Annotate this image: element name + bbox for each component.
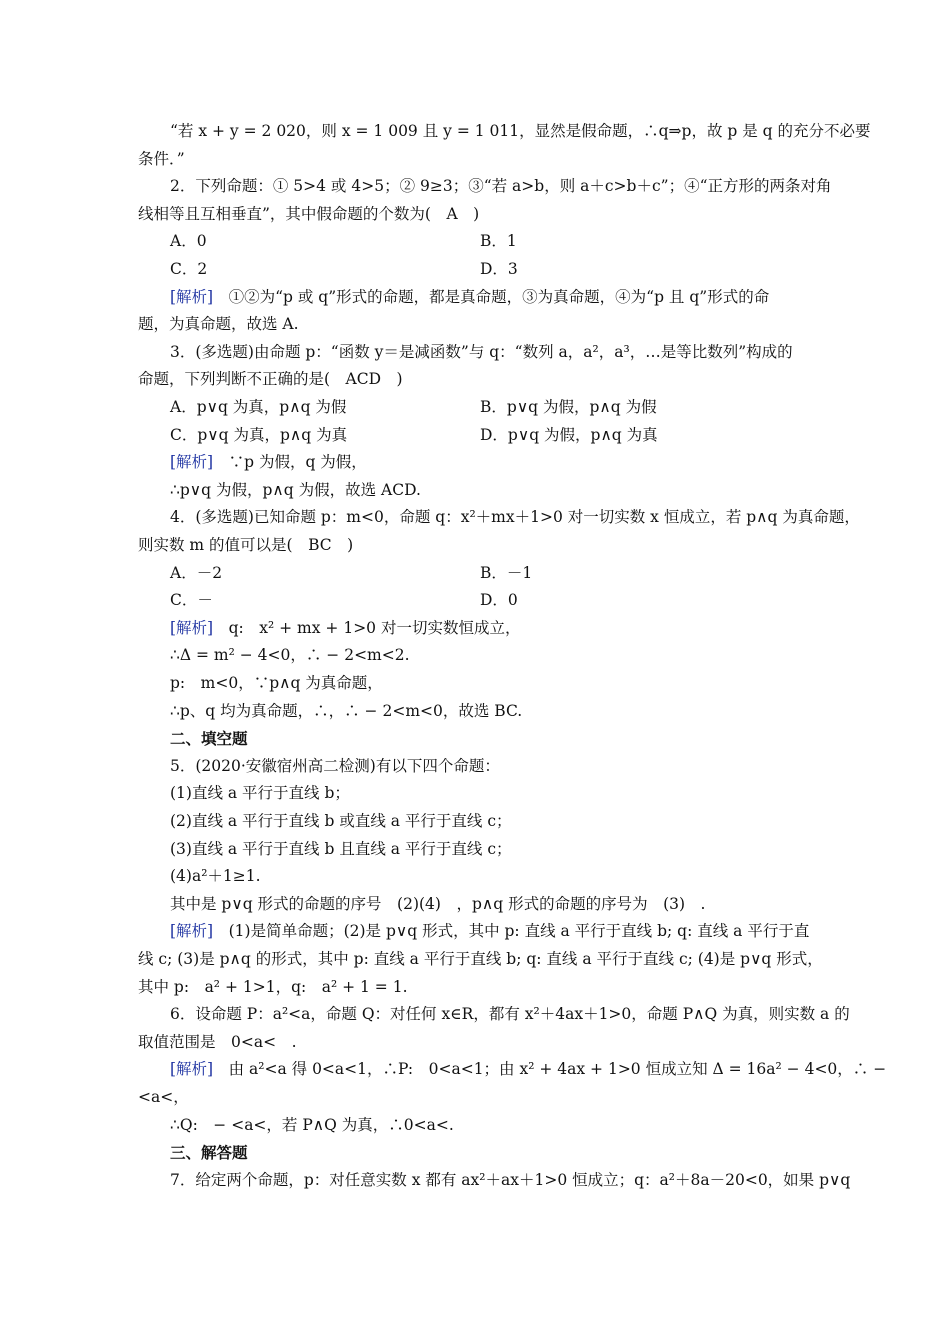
text-line <box>170 1001 850 1029</box>
text-line <box>138 946 823 974</box>
option-right: B．1 <box>480 232 517 251</box>
line-text: q: x² + mx + 1>0 对一切实数恒成立， <box>213 618 521 637</box>
text-line <box>170 587 818 615</box>
line-text: C．2 <box>170 260 208 278</box>
text-line <box>138 366 818 394</box>
line-text: 5．(2020·安徽宿州高二检测)有以下四个命题： <box>170 756 500 775</box>
line-text: ①②为“p 或 q”形式的命题，都是真命题，③为真命题，④为“p 且 q”形式的命 <box>213 287 770 306</box>
text-line <box>170 477 818 505</box>
line-text: “若 x + y = 2 020，则 x = 1 009 且 y = 1 011，显然是假命题，∴q⇒p，故 p 是 q 的充分不必要 <box>170 122 871 140</box>
line-text: A．－2 <box>170 563 223 582</box>
option-right: D．p∨q 为假，p∧q 为真 <box>480 425 658 444</box>
text-line <box>170 118 871 146</box>
text-line <box>170 284 818 312</box>
line-text: A．0 <box>170 232 207 251</box>
line-text: 三、解答题 <box>170 1143 248 1163</box>
line-text: <a<， <box>138 1088 189 1106</box>
line-text: 题，为真命题，故选 A. <box>138 315 299 334</box>
line-text: 3．(多选题)由命题 p：“函数 y＝是减函数”与 q：“数列 a，a²，a³，…是等比数列”构成的 <box>170 342 793 361</box>
text-line <box>170 918 818 946</box>
text-line <box>170 670 818 698</box>
line-text: ∴Q: − <a<，若 P∧Q 为真，∴0<a<. <box>170 1115 454 1134</box>
text-line <box>170 560 818 588</box>
line-text: 2．下列命题：① 5>4 或 4>5；② 9≥3；③“若 a>b，则 a＋c>b＋c”；④“正方形的两条对角 <box>170 177 832 196</box>
line-text: 条件．” <box>138 149 185 168</box>
line-text: 线相等且互相垂直”，其中假命题的个数为( A ) <box>138 204 480 223</box>
line-text: 其中是 p∨q 形式的命题的序号 (2)(4) ，p∧q 形式的命题的序号为 (3) . <box>170 894 706 913</box>
line-text: p: m<0，∵p∧q 为真命题， <box>170 674 383 692</box>
analysis-tag: [解析] <box>170 453 214 472</box>
line-text: (1)直线 a 平行于直线 b； <box>170 784 350 803</box>
line-text: (2)直线 a 平行于直线 b 或直线 a 平行于直线 c； <box>170 812 512 830</box>
text-line <box>170 256 818 284</box>
line-text: 6．设命题 P：a²<a，命题 Q：对任何 x∈R，都有 x²＋4ax＋1>0，命题 P∧Q 为真，则实数 a 的 <box>170 1005 850 1024</box>
line-text: 二、填空题 <box>170 729 248 749</box>
text-line <box>170 863 818 891</box>
text-line <box>170 753 818 781</box>
line-text: ∵p 为假，q 为假， <box>213 453 367 472</box>
text-line <box>170 173 832 201</box>
text-line <box>170 808 818 836</box>
text-line <box>170 836 818 864</box>
line-text: A．p∨q 为真，p∧q 为假 <box>170 398 347 416</box>
text-line <box>170 780 818 808</box>
analysis-tag: [解析] <box>170 1060 214 1079</box>
text-line <box>138 201 818 229</box>
line-text: (3)直线 a 平行于直线 b 且直线 a 平行于直线 c； <box>170 839 512 858</box>
text-line <box>138 311 818 339</box>
option-right: D．0 <box>480 591 518 610</box>
analysis-tag: [解析] <box>170 618 214 637</box>
line-text: 7．给定两个命题，p：对任意实数 x 都有 ax²＋ax＋1>0 恒成立；q：a²＋8a－20<0，如果 p∨q <box>170 1170 851 1189</box>
text-line <box>138 1084 818 1112</box>
line-text: 取值范围是 0<a< . <box>138 1032 297 1051</box>
line-text: 线 c; (3)是 p∧q 的形式，其中 p: 直线 a 平行于直线 b; q: 直线 a 平行于直线 c; (4)是 p∨q 形式， <box>138 950 823 968</box>
text-line <box>138 146 818 174</box>
text-line <box>170 504 860 532</box>
text-line <box>170 449 818 477</box>
text-line <box>170 339 818 367</box>
line-text: ∴p、q 均为真命题，∴，∴ − 2<m<0，故选 BC. <box>170 701 523 720</box>
text-line <box>170 228 818 256</box>
option-right: B．p∨q 为假，p∧q 为假 <box>480 398 657 416</box>
option-right: B．－1 <box>480 563 533 582</box>
text-line <box>138 1029 818 1057</box>
line-text: 由 a²<a 得 0<a<1，∴P: 0<a<1；由 x² + 4ax + 1>0 恒成立知 Δ = 16a² − 4<0，∴ − <box>213 1060 887 1079</box>
text-line <box>170 1139 818 1167</box>
analysis-tag: [解析] <box>170 287 214 306</box>
line-text: C．p∨q 为真，p∧q 为真 <box>170 425 348 444</box>
line-text: ∴Δ = m² − 4<0，∴ − 2<m<2. <box>170 646 410 665</box>
analysis-tag: [解析] <box>170 922 214 941</box>
text-line <box>138 974 818 1002</box>
line-text: (4)a²＋1≥1. <box>170 867 261 886</box>
line-text: 其中 p: a² + 1>1，q: a² + 1 = 1. <box>138 977 408 996</box>
text-line <box>170 891 818 919</box>
text-line <box>170 1056 887 1084</box>
text-line <box>170 698 818 726</box>
text-line <box>170 1112 818 1140</box>
line-text: 命题，下列判断不正确的是( ACD ) <box>138 370 403 389</box>
text-line <box>170 642 818 670</box>
line-text: 则实数 m 的值可以是( BC ) <box>138 536 354 554</box>
line-text: ∴p∨q 为假，p∧q 为假，故选 ACD. <box>170 480 421 499</box>
text-line <box>138 532 818 560</box>
option-right: D．3 <box>480 260 518 278</box>
text-line <box>170 725 818 753</box>
line-text: (1)是简单命题；(2)是 p∨q 形式，其中 p: 直线 a 平行于直线 b; q: 直线 a 平行于直 <box>213 922 810 941</box>
text-line <box>170 615 818 643</box>
line-text: C．－ <box>170 591 213 610</box>
text-line <box>170 1167 851 1195</box>
text-line <box>170 422 818 450</box>
line-text: 4．(多选题)已知命题 p：m<0，命题 q：x²＋mx＋1>0 对一切实数 x 恒成立，若 p∧q 为真命题， <box>170 508 860 527</box>
text-line <box>170 394 818 422</box>
